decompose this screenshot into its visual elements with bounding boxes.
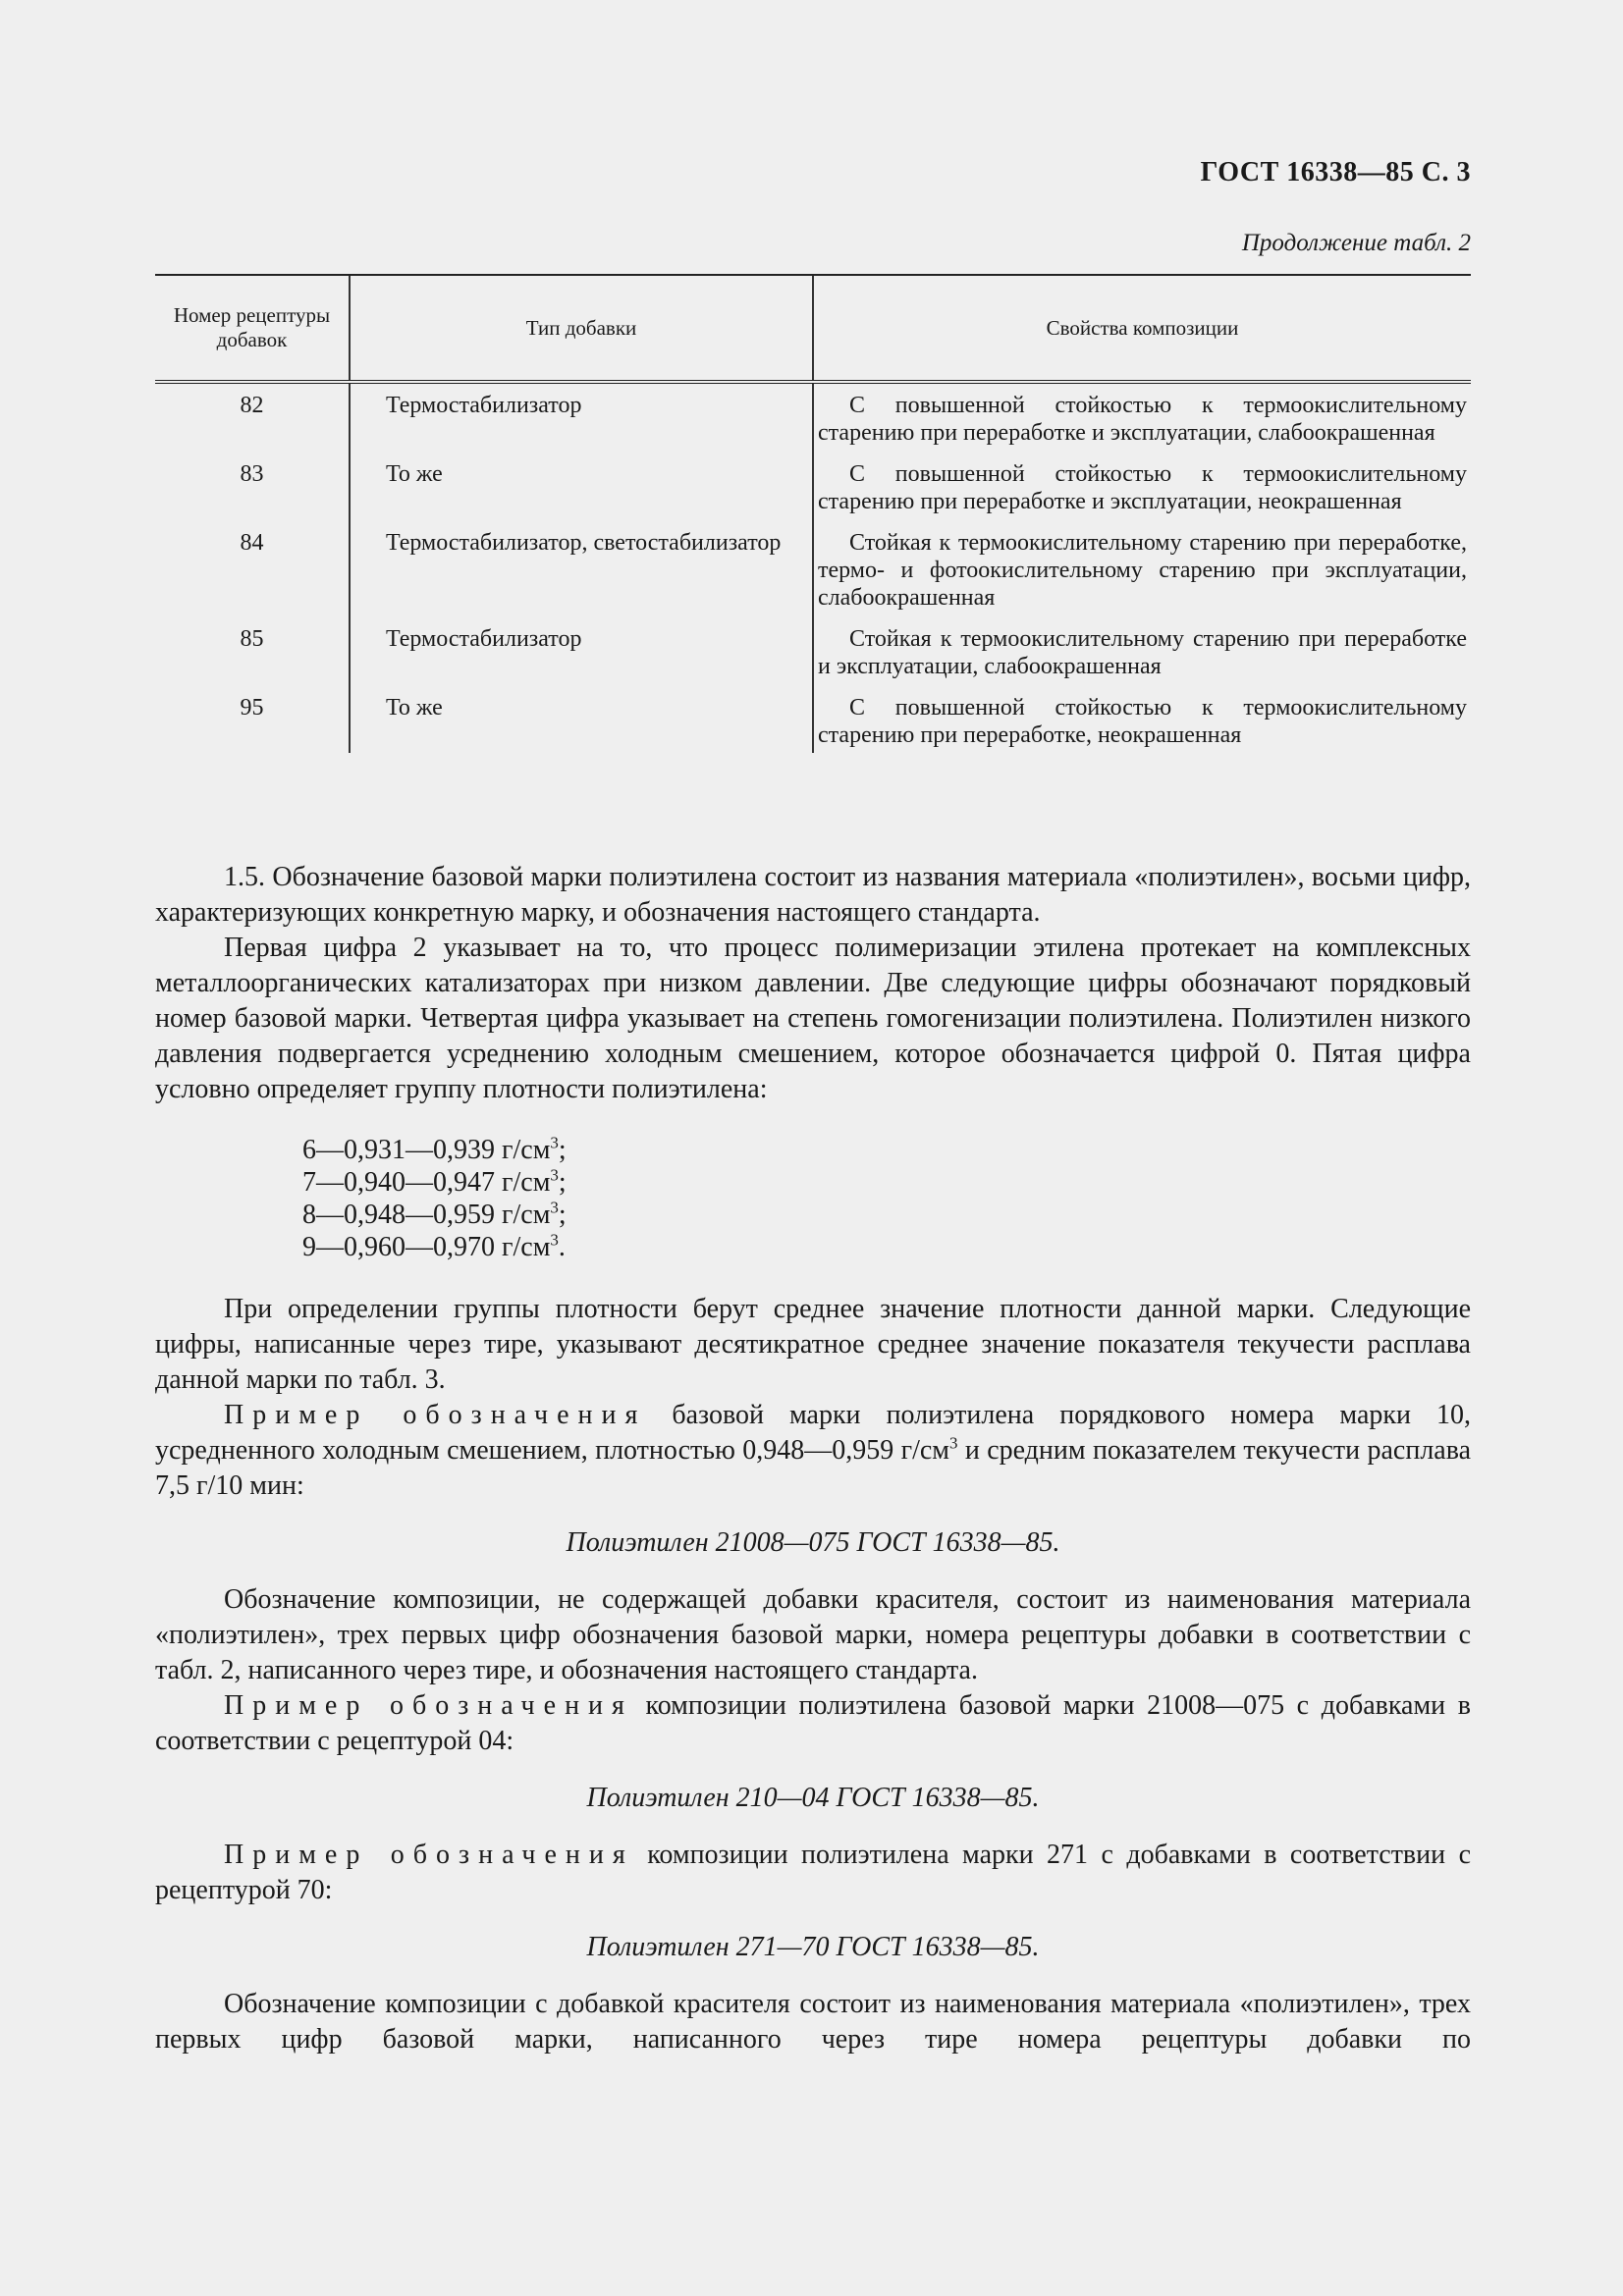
cell-type: Термостабилизатор, светостабилизатор: [350, 521, 813, 617]
example-designation-3: Полиэтилен 271—70 ГОСТ 16338—85.: [586, 1932, 1040, 1962]
document-body: [155, 860, 1471, 2057]
cell-number: 82: [240, 393, 264, 418]
paragraph-first-digit: Первая цифра 2 указывает на то, что процесс полимеризации этилена протекает на комплексных металлоорганических катализаторах при низком давлении. Две следующие цифры обозначают порядковый номер базовой марки. Четвертая цифра указывает на степень гомогенизации полиэтилена. Полиэтилен низкого давления подвергается усреднению холодным смешением, которое обозначается цифрой 0. Пятая цифра условно определяет группу плотности полиэтилена:: [155, 933, 1471, 1104]
table-row: [155, 521, 1471, 617]
cell-type: Термостабилизатор: [350, 382, 813, 453]
density-item: 9—0,960—0,970 $г/см^3$.: [302, 1230, 566, 1262]
paragraph-density-group: При определении группы плотности берут среднее значение плотности данной марки. Следующие цифры, написанные через тире, указывают десятикратное среднее значение показателя текучести расплава данной марки по табл. 3.: [155, 1294, 1471, 1395]
cell-type: Термостабилизатор: [350, 617, 813, 686]
header-composition-properties: Свойства композиции: [813, 275, 1471, 382]
density-item: 8—0,948—0,959 $г/см^3$;: [302, 1198, 567, 1230]
header-additive-type: Тип добавки: [350, 275, 813, 382]
cell-number: 95: [240, 695, 264, 721]
table-header-row: [155, 275, 1471, 382]
table-row: [155, 453, 1471, 521]
cell-number: 83: [240, 461, 264, 487]
table-row: [155, 686, 1471, 753]
cell-properties: Стойкая к термоокислительному старению при переработке, термо- и фотоокислительному старению при эксплуатации, слабоокрашенная: [813, 521, 1471, 617]
paragraph-composition-with-dye: Обозначение композиции с добавкой красителя состоит из наименования материала «полиэтилен», трех первых цифр базовой марки, написанного через тире номера рецептуры добавки по: [155, 1989, 1471, 2055]
header-recipe-number: Номер рецептуры добавок: [155, 275, 350, 382]
example-designation-2: Полиэтилен 210—04 ГОСТ 16338—85.: [586, 1783, 1040, 1813]
document-reference: ГОСТ 16338—85 С. 3: [1200, 157, 1471, 187]
cell-properties: Стойкая к термоокислительному старению при переработке и эксплуатации, слабоокрашенная: [813, 617, 1471, 686]
table-row: [155, 382, 1471, 453]
density-groups-list: [155, 1134, 1471, 1263]
paragraph-example-composition-70: Пример обозначения композиции полиэтилена марки 271 с добавками в соответствии с рецептурой 70:: [155, 1840, 1471, 1905]
cell-type: То же: [350, 453, 813, 521]
cell-number: 85: [240, 626, 264, 652]
paragraph-composition-no-dye: Обозначение композиции, не содержащей добавки красителя, состоит из наименования материала «полиэтилен», трех первых цифр обозначения базовой марки, номера рецептуры добавки в соответствии с табл. 2, написанного через тире, и обозначения настоящего стандарта.: [155, 1584, 1471, 1685]
paragraph-1-5: 1.5. Обозначение базовой марки полиэтилена состоит из названия материала «полиэтилен», восьми цифр, характеризующих конкретную марку, и обозначения настоящего стандарта.: [155, 862, 1471, 928]
cell-properties: С повышенной стойкостью к термоокислительному старению при переработке, неокрашенная: [813, 686, 1471, 753]
table-row: [155, 617, 1471, 686]
density-item: 7—0,940—0,947 $г/см^3$;: [302, 1165, 567, 1198]
paragraph-example-composition-04: Пример обозначения композиции полиэтилена базовой марки 21008—075 с добавками в соответствии с рецептурой 04:: [155, 1690, 1471, 1756]
cell-properties: С повышенной стойкостью к термоокислительному старению при переработке и эксплуатации, слабоокрашенная: [813, 382, 1471, 453]
example-label: Пример обозначения: [224, 1840, 634, 1870]
table-continuation-label: Продолжение табл. 2: [1241, 230, 1471, 256]
example-label: Пример обозначения: [224, 1690, 633, 1721]
paragraph-example-base-grade: Пример обозначения базовой марки полиэтилена порядкового номера марки 10, усредненного холодным смешением, плотностью 0,948—0,959 $г/см^3$ и средним показателем текучести расплава 7,5 г/10 мин:: [155, 1400, 1471, 1501]
cell-number: 84: [240, 530, 264, 556]
additives-table: [155, 274, 1471, 753]
example-label: Пример обозначения: [224, 1400, 647, 1430]
cell-properties: С повышенной стойкостью к термоокислительному старению при переработке и эксплуатации, неокрашенная: [813, 453, 1471, 521]
density-item: 6—0,931—0,939 $г/см^3$;: [302, 1133, 567, 1165]
example-designation-1: Полиэтилен 21008—075 ГОСТ 16338—85.: [566, 1527, 1060, 1558]
cell-type: То же: [350, 686, 813, 753]
